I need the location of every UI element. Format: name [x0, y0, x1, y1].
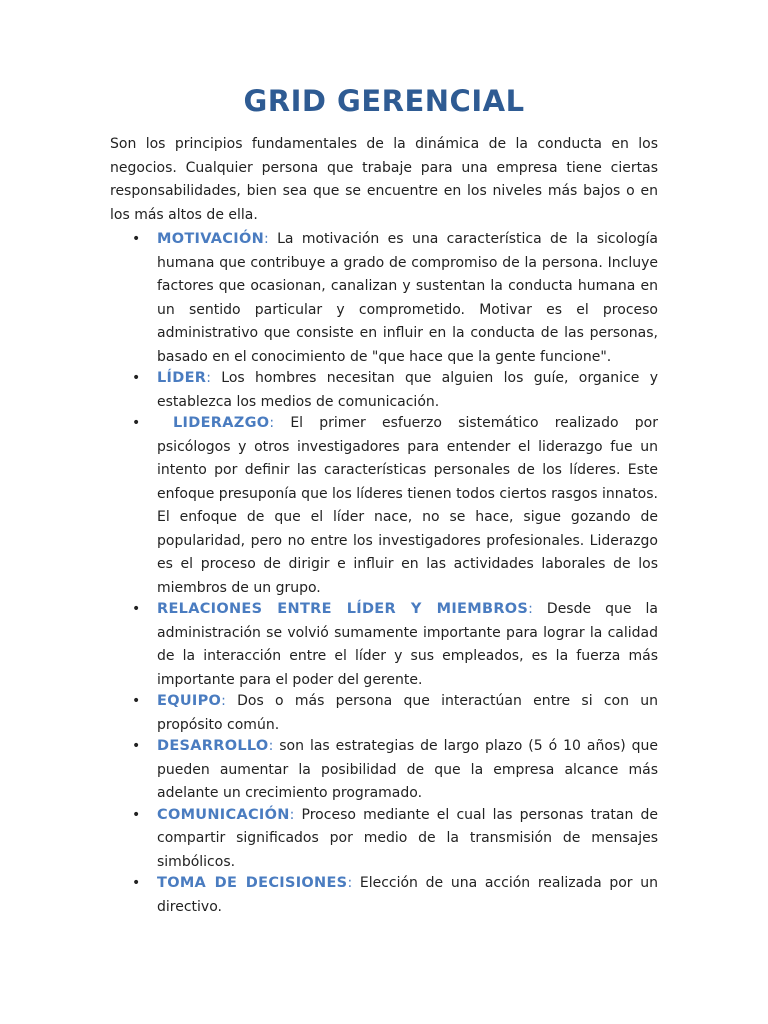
bullet-icon: • — [132, 875, 141, 891]
list-item: • RELACIONES ENTRE LÍDER Y MIEMBROS: Desde que la administración se volvió sumamente importante para lograr la calidad de la interacción entre el líder y sus empleados, es la fuerza más importante para el poder del gerente. — [110, 598, 658, 692]
term-label: LIDERAZGO — [173, 415, 270, 431]
list-item: • COMUNICACIÓN: Proceso mediante el cual las personas tratan de compartir significados por medio de la transmisión de mensajes simbólicos. — [110, 804, 658, 875]
intro-paragraph: Son los principios fundamentales de la dinámica de la conducta en los negocios. Cualquier persona que trabaje para una empresa tiene ciertas responsabilidades, bien sea que se encuentre en los niveles más bajos o en los más altos de ella. — [110, 136, 658, 223]
terms-list — [110, 228, 658, 917]
term-definition: Proceso mediante el cual las personas tratan de compartir significados por medio de la transmisión de mensajes simbólicos. — [157, 806, 658, 870]
list-item: • TOMA DE DECISIONES: Elección de una acción realizada por un directivo. — [110, 872, 658, 919]
term-definition: Dos o más persona que interactúan entre si con un propósito común. — [157, 693, 658, 733]
term-label: DESARROLLO — [157, 738, 269, 754]
list-item: • LIDERAZGO: El primer esfuerzo sistemático realizado por psicólogos y otros investigadores para entender el liderazgo fue un intento por definir las características personales de los líderes. Este enfoque presuponía que los líderes tienen todos ciertos rasgos innatos. El enfoque de que el líder nace, no se hace, sigue gozando de popularidad, pero no entre los investigadores profesionales. Liderazgo es el proceso de dirigir e influir en las actividades laborales de los miembros de un grupo. — [110, 412, 658, 600]
bullet-icon: • — [132, 601, 141, 617]
bullet-icon: • — [132, 231, 141, 247]
term-definition: El primer esfuerzo sistemático realizado por psicólogos y otros investigadores para entender el liderazgo fue un intento por definir las características personales de los líderes. Este enfoque presuponía que los líderes tienen todos ciertos rasgos innatos. El enfoque de que el líder nace, no se hace, sigue gozando de popularidad, pero no entre los investigadores profesionales. Liderazgo es el proceso de dirigir e influir en las actividades laborales de los miembros de un grupo. — [157, 415, 658, 596]
term-definition: Los hombres necesitan que alguien los guíe, organice y establezca los medios de comunicación. — [157, 370, 658, 410]
list-item: • LÍDER: Los hombres necesitan que alguien los guíe, organice y establezca los medios de comunicación. — [110, 367, 658, 414]
term-definition: Elección de una acción realizada por un directivo. — [157, 875, 658, 915]
term-label: TOMA DE DECISIONES — [157, 875, 348, 891]
bullet-icon: • — [132, 806, 141, 823]
term-label: MOTIVACIÓN — [157, 231, 264, 247]
list-item: • EQUIPO: Dos o más persona que interactúan entre si con un propósito común. — [110, 690, 658, 737]
term-label: COMUNICACIÓN — [157, 806, 290, 823]
page-title: GRID GERENCIAL — [243, 84, 525, 118]
bullet-icon: • — [132, 738, 141, 754]
term-definition: son las estrategias de largo plazo (5 ó 10 años) que pueden aumentar la posibilidad de que la empresa alcance más adelante un crecimiento programado. — [157, 738, 658, 801]
term-label: RELACIONES ENTRE LÍDER Y MIEMBROS — [157, 601, 529, 617]
term-label: LÍDER — [157, 370, 207, 386]
term-definition: La motivación es una característica de la sicología humana que contribuye a grado de compromiso de la persona. Incluye factores que ocasionan, canalizan y sustentan la conducta humana en un sentido particular y comprometido. Motivar es el proceso administrativo que consiste en influir en la conducta de las personas, basado en el conocimiento de "que hace que la gente funcione". — [157, 231, 658, 365]
list-item: • DESARROLLO: son las estrategias de largo plazo (5 ó 10 años) que pueden aumentar la posibilidad de que la empresa alcance más adelante un crecimiento programado. — [110, 735, 658, 806]
list-item: • MOTIVACIÓN: La motivación es una característica de la sicología humana que contribuye a grado de compromiso de la persona. Incluye factores que ocasionan, canalizan y sustentan la conducta humana en un sentido particular y comprometido. Motivar es el proceso administrativo que consiste en influir en la conducta de las personas, basado en el conocimiento de "que hace que la gente funcione". — [110, 228, 658, 369]
bullet-icon: • — [132, 370, 141, 386]
bullet-icon: • — [132, 415, 141, 431]
term-label: EQUIPO — [157, 693, 222, 709]
term-definition: Desde que la administración se volvió sumamente importante para lograr la calidad de la interacción entre el líder y sus empleados, es la fuerza más importante para el poder del gerente. — [157, 601, 658, 688]
bullet-icon: • — [132, 693, 141, 709]
